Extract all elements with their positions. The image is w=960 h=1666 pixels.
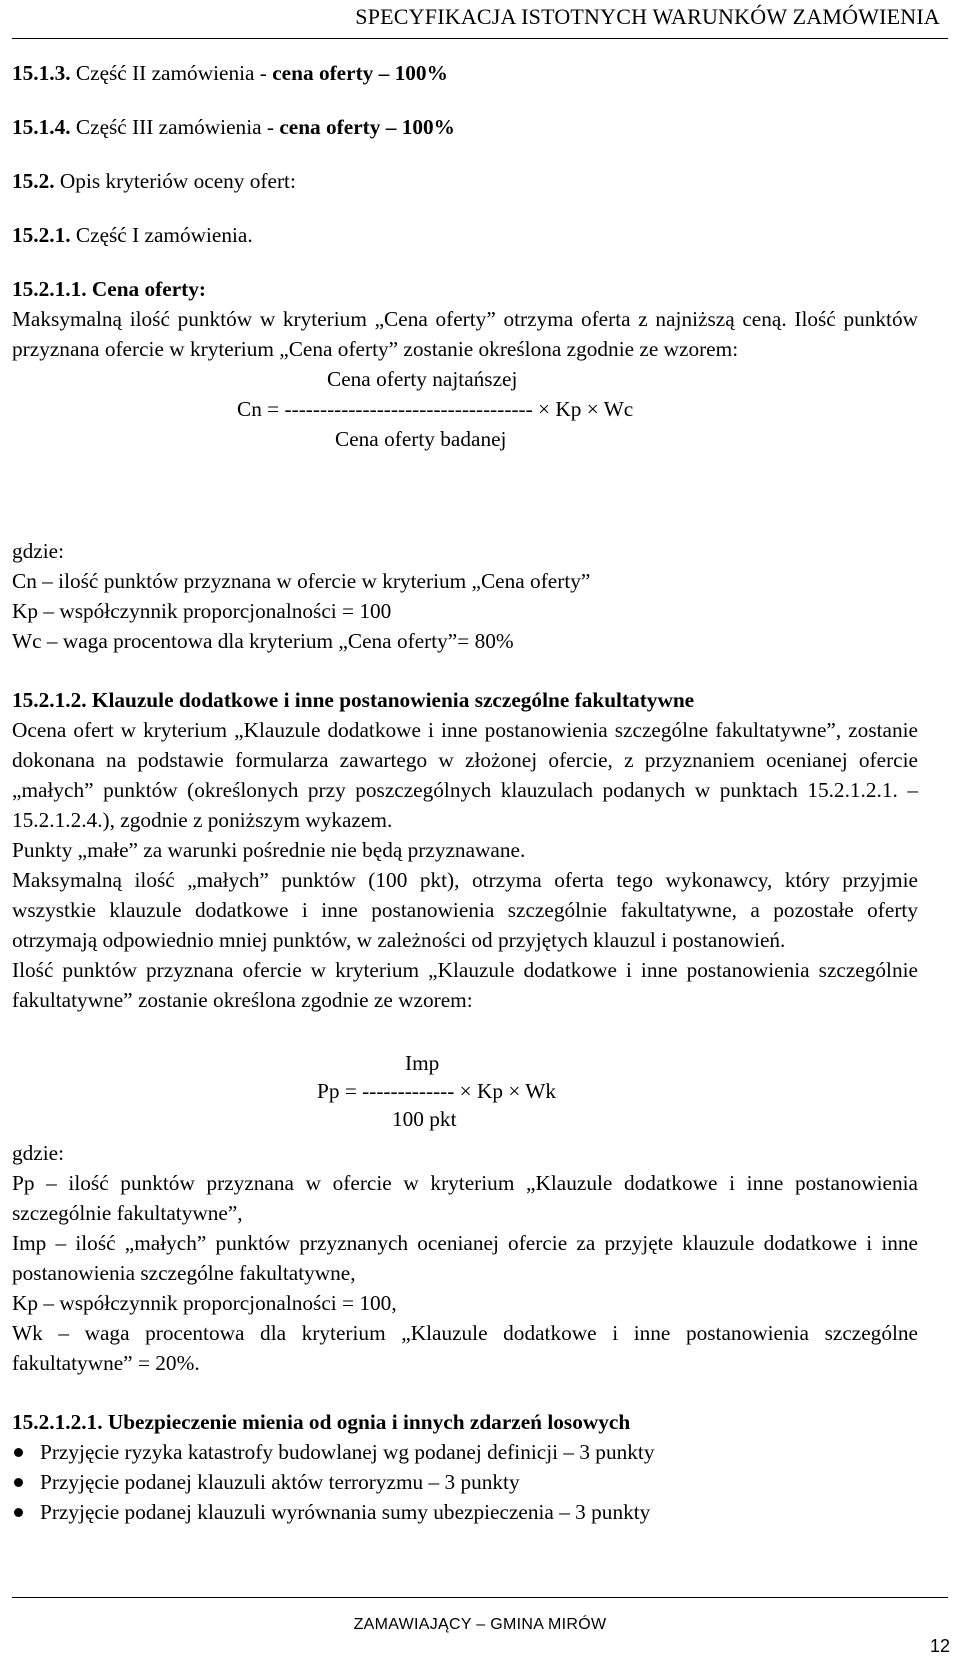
section-criterion: cena oferty – 100% (272, 61, 448, 85)
definition-line: Kp – współczynnik proporcjonalności = 100 (12, 599, 392, 623)
section-15-2-1-2-heading (12, 685, 918, 715)
definition-line: Cn – ilość punktów przyznana w ofercie w kryterium „Cena oferty” (12, 569, 591, 593)
section-text: Część III zamówienia - (75, 115, 280, 139)
section-15-2-1-2-1-heading (12, 1407, 918, 1437)
section-15-2 (12, 166, 918, 196)
section-text: Część II zamówienia - (75, 61, 273, 85)
section-text: Opis kryteriów oceny ofert: (59, 169, 296, 193)
definition-line: Wk – waga procentowa dla kryterium „Klauzule dodatkowe i inne postanowienia szczególne fakultatywne” = 20%. (12, 1321, 918, 1375)
list-item: Przyjęcie podanej klauzuli aktów terroryzmu – 3 punkty (12, 1467, 918, 1497)
section-15-2-1 (12, 220, 918, 250)
section-title: 15.2.1.2.1. Ubezpieczenie mienia od ognia i innych zdarzeń losowych (12, 1410, 631, 1434)
section-number: 15.2. (12, 169, 55, 193)
where-label: gdzie: (12, 539, 65, 563)
clauses-paragraph-2: Punkty „małe” za warunki pośrednie nie będą przyznawane. (12, 838, 526, 862)
formula-numerator: Imp (405, 1051, 440, 1075)
formula-numerator: Cena oferty najtańszej (327, 367, 518, 391)
section-number: 15.2.1. (12, 223, 71, 247)
clauses-paragraph-1: Ocena ofert w kryterium „Klauzule dodatkowe i inne postanowienia szczególne fakultatywne”, zostanie dokonana na podstawie formularza zawartego w złożonej ofercie, z przyznaniem ocenianej ofercie „małych” punktów (określonych przy poszczególnych klauzulach podanych w punktach 15.2.1.2.1. – 15.2.1.2.4.), zgodnie z poniższym wykazem. (12, 718, 918, 832)
clauses-paragraph-3: Maksymalną ilość „małych” punktów (100 pkt), otrzyma oferta tego wykonawcy, który przyjmie wszystkie klauzule dodatkowe i inne postanowienia szczególnie fakultatywne, a pozostałe oferty otrzymają odpowiednio mniej punktów, w zależności od przyjętych klauzul i postanowień. (12, 868, 918, 952)
price-criterion-paragraph: Maksymalną ilość punktów w kryterium „Cena oferty” otrzyma oferta z najniższą ceną. Ilość punktów przyznana ofercie w kryterium „Cena oferty” zostanie określona zgodnie ze wzorem: (12, 307, 918, 361)
page-header (12, 0, 948, 39)
list-item: Przyjęcie podanej klauzuli wyrównania sumy ubezpieczenia – 3 punkty (12, 1497, 918, 1527)
page-number: 12 (929, 1636, 950, 1656)
section-criterion: cena oferty – 100% (279, 115, 455, 139)
formula-denominator: 100 pkt (392, 1107, 457, 1131)
section-number: 15.1.4. (12, 115, 71, 139)
clauses-formula (12, 1048, 918, 1138)
footer-text: ZAMAWIAJĄCY – GMINA MIRÓW (353, 1616, 607, 1633)
formula-denominator: Cena oferty badanej (335, 427, 507, 451)
definition-line: Imp – ilość „małych” punktów przyznanych ocenianej ofercie za przyjęte klauzule dodatkowe i inne postanowienia szczególne fakultatywne, (12, 1231, 918, 1285)
section-15-1-3 (12, 58, 918, 88)
definition-line: Pp – ilość punktów przyznana w ofercie w kryterium „Klauzule dodatkowe i inne postanowienia szczególnie fakultatywne”, (12, 1171, 918, 1225)
page-body (12, 58, 918, 1527)
formula-main-line: Cn = ----------------------------------- × Kp × Wc (237, 397, 634, 421)
section-number: 15.1.3. (12, 61, 71, 85)
section-15-2-1-1-heading (12, 274, 918, 304)
section-15-1-4 (12, 112, 918, 142)
clause-list (12, 1437, 918, 1527)
section-number: 15.2.1.2. (12, 688, 87, 712)
definition-line: Kp – współczynnik proporcjonalności = 100, (12, 1291, 397, 1315)
list-item: Przyjęcie ryzyka katastrofy budowlanej wg podanej definicji – 3 punkty (12, 1437, 918, 1467)
price-formula (12, 364, 918, 454)
where-label: gdzie: (12, 1141, 65, 1165)
definition-line: Wc – waga procentowa dla kryterium „Cena oferty”= 80% (12, 629, 514, 653)
clauses-paragraph-4: Ilość punktów przyznana ofercie w kryterium „Klauzule dodatkowe i inne postanowienia szczególnie fakultatywne” zostanie określona zgodnie ze wzorem: (12, 958, 918, 1012)
section-number: 15.2.1.1. (12, 277, 87, 301)
section-title: Cena oferty: (91, 277, 207, 301)
footer-divider (12, 1597, 948, 1598)
section-title: Klauzule dodatkowe i inne postanowienia szczególne fakultatywne (91, 688, 695, 712)
formula-main-line: Pp = ------------- × Kp × Wk (317, 1079, 557, 1103)
section-text: Część I zamówienia. (75, 223, 253, 247)
document-title: SPECYFIKACJA ISTOTNYCH WARUNKÓW ZAMÓWIENIA (355, 4, 940, 29)
